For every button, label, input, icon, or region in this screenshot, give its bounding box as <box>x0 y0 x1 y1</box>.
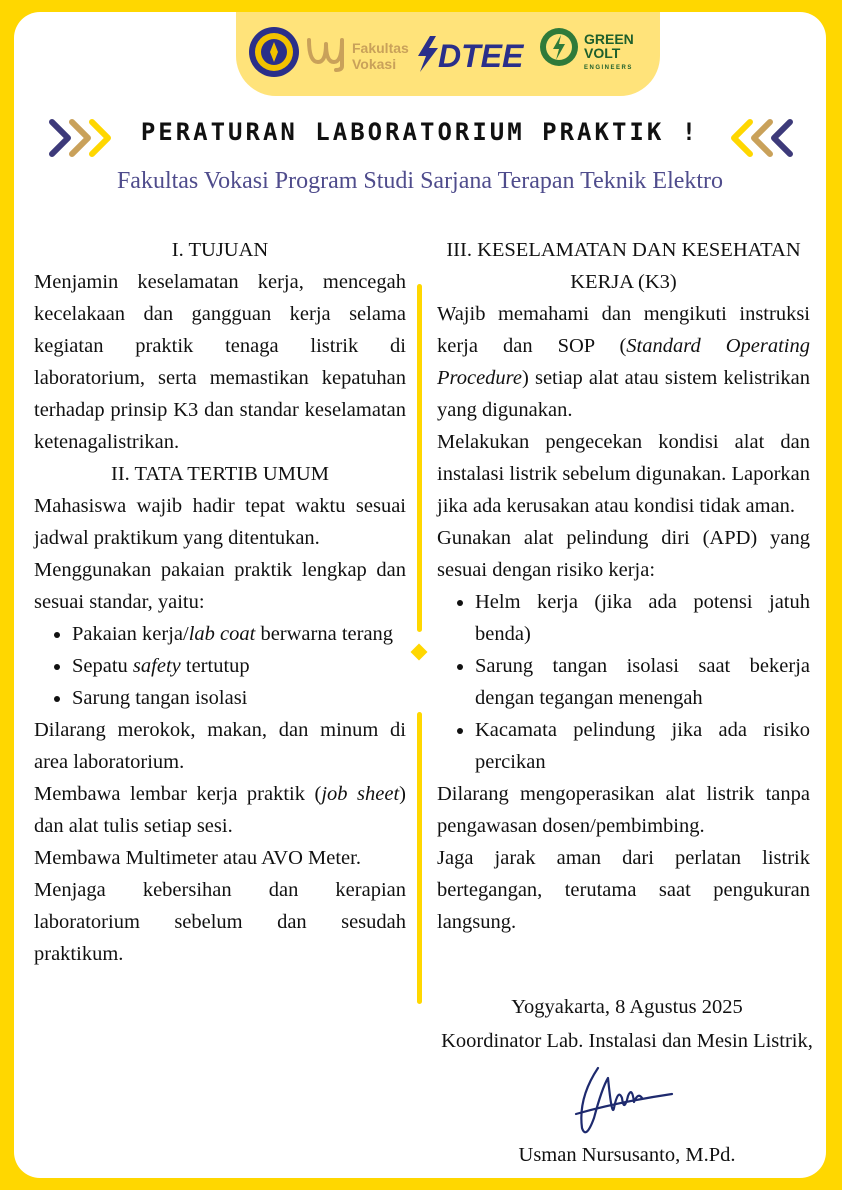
title-row <box>14 114 826 160</box>
logo-bar <box>236 12 660 96</box>
signature-place-date: Yogyakarta, 8 Agustus 2025 <box>511 996 743 1018</box>
tujuan-text: Menjamin keselamatan kerja, mencegah kecelakaan dan gangguan kerja selama kegiatan praktik tenaga listrik di laboratorium, serta memastikan kepatuhan terhadap prinsip K3 dan standar keselamatan ketenagalistrikan. <box>34 271 406 453</box>
dtee-text: DTEE <box>438 38 524 74</box>
rule-item: Membawa Multimeter atau AVO Meter. <box>34 847 361 869</box>
right-column <box>437 234 810 938</box>
lightning-icon <box>418 36 438 72</box>
list-item: • Pakaian kerja/lab coat berwarna terang <box>72 618 406 650</box>
rule-item: Menggunakan pakaian praktik lengkap dan sesuai standar, yaitu: <box>34 559 406 613</box>
page-subtitle: Fakultas Vokasi Program Studi Sarjana Terapan Teknik Elektro <box>116 168 724 194</box>
handwritten-signature <box>568 1058 678 1148</box>
rule-item: Gunakan alat pelindung diri (APD) yang sesuai dengan risiko kerja: <box>437 527 810 581</box>
apd-list <box>437 586 810 778</box>
divider-diamond-icon <box>411 644 428 661</box>
green-volt-logo <box>538 26 658 82</box>
dtee-logo <box>416 34 534 74</box>
rule-item: Wajib memahami dan mengikuti instruksi kerja dan SOP (Standard Operating Procedure) setiap alat atau sistem kelistrikan yang digunakan. <box>437 303 810 421</box>
list-item: • Sarung tangan isolasi <box>72 682 406 714</box>
chevron-right-icon <box>48 118 118 158</box>
left-column <box>34 234 406 970</box>
rule-item: Menjaga kebersihan dan kerapian laboratorium sebelum dan sesudah praktikum. <box>34 879 406 965</box>
rule-item: Membawa lembar kerja praktik (job sheet) dan alat tulis setiap sesi. <box>34 783 406 837</box>
rule-item: Melakukan pengecekan kondisi alat dan instalasi listrik sebelum digunakan. Laporkan jika ada kerusakan atau kondisi tidak aman. <box>437 431 810 517</box>
signature-name: Usman Nursusanto, M.Pd. <box>518 1144 736 1166</box>
attire-list <box>34 618 406 714</box>
university-seal-icon <box>248 26 300 78</box>
chevron-left-icon <box>724 118 794 158</box>
rule-item: Dilarang merokok, makan, dan minum di area laboratorium. <box>34 719 406 773</box>
list-item: • Sepatu safety tertutup <box>72 650 406 682</box>
list-item: • Helm kerja (jika ada potensi jatuh benda) <box>475 586 810 650</box>
signature-role: Koordinator Lab. Instalasi dan Mesin Listrik, <box>441 1030 813 1052</box>
fakultas-vokasi-logo <box>306 32 418 76</box>
rule-item: Mahasiswa wajib hadir tepat waktu sesuai jadwal praktikum yang ditentukan. <box>34 495 406 549</box>
content-sheet <box>14 12 826 1178</box>
uny-mark-icon <box>306 32 350 72</box>
section-heading-tujuan: I. TUJUAN <box>171 239 269 261</box>
section-heading-k3: III. KESELAMATAN DAN KESEHATAN KERJA (K3) <box>446 239 801 293</box>
list-item: • Sarung tangan isolasi saat bekerja dengan tegangan menengah <box>475 650 810 714</box>
column-divider-bottom <box>417 712 422 1004</box>
green-volt-icon <box>538 26 580 68</box>
rule-item: Dilarang mengoperasikan alat listrik tanpa pengawasan dosen/pembimbing. <box>437 783 810 837</box>
column-divider-top <box>417 284 422 632</box>
fakultas-vokasi-text: Fakultas Vokasi <box>352 40 409 72</box>
green-volt-text: GREEN VOLT ENGINEERS <box>584 31 634 71</box>
section-heading-tata-tertib: II. TATA TERTIB UMUM <box>111 463 329 485</box>
rule-item: Jaga jarak aman dari perlatan listrik bertegangan, terutama saat pengukuran langsung. <box>437 847 810 933</box>
page-title: PERATURAN LABORATORIUM PRAKTIK ! <box>140 118 700 146</box>
list-item: • Kacamata pelindung jika ada risiko percikan <box>475 714 810 778</box>
